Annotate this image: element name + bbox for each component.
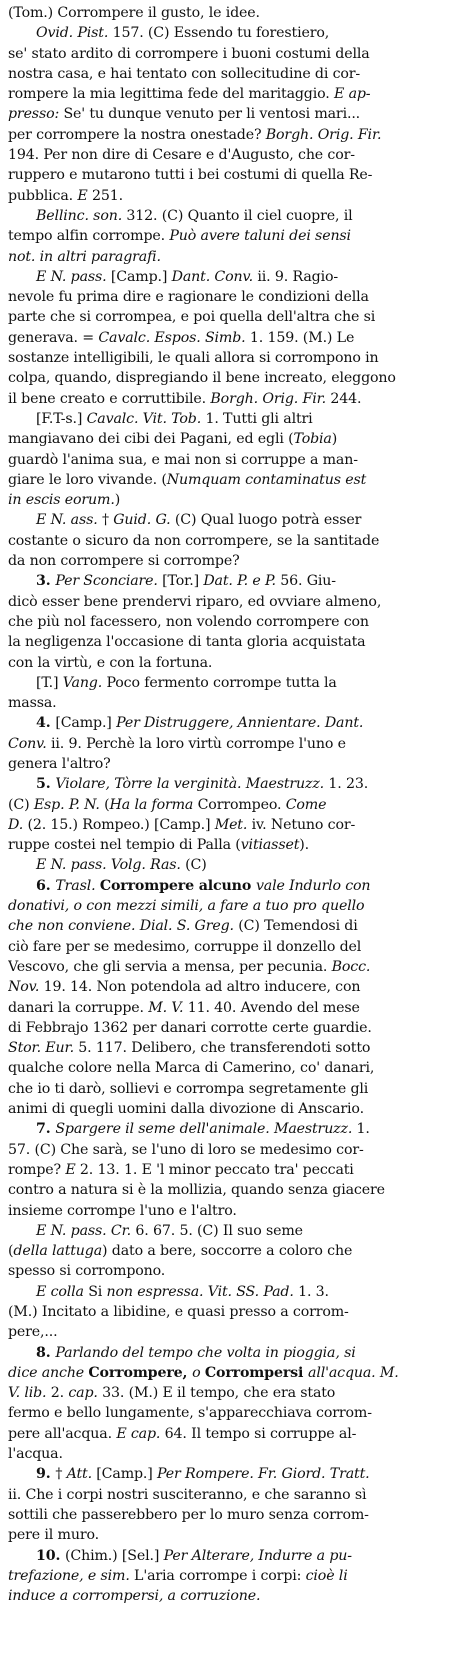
text-run: Nov. xyxy=(8,979,44,996)
text-line xyxy=(8,551,463,571)
text-line xyxy=(8,1403,463,1423)
text-run: da non corrompere si corrompe? xyxy=(8,553,240,570)
text-run: parte che si corrompea, e poi quella dell'altra che si xyxy=(8,309,376,326)
text-run: E cap. xyxy=(116,1425,165,1442)
text-run: animi di quegli uomini dalla divozione di Anscario. xyxy=(8,1101,364,1118)
text-run: ( xyxy=(104,796,110,813)
text-run: D. xyxy=(8,816,28,833)
text-run: non espressa. Vit. SS. Pad. xyxy=(106,1283,299,1300)
text-run: per corrompere la nostra onestade? xyxy=(8,126,266,143)
text-line xyxy=(8,1180,463,1200)
text-run: [Camp.] xyxy=(55,715,117,732)
text-line xyxy=(8,186,463,206)
text-run: (C) xyxy=(8,796,34,813)
text-run: (C) Temendosi di xyxy=(238,918,358,935)
text-run: Bocc. xyxy=(331,958,371,975)
text-line xyxy=(8,835,463,855)
text-run: che più nol facessero, non volendo corrompere con xyxy=(8,613,369,630)
text-run: di Febbrajo 1362 per danari corrotte certe guardie. xyxy=(8,1019,372,1036)
text-line xyxy=(8,1586,463,1606)
text-run: 33. (M.) E il tempo, che era stato xyxy=(102,1385,336,1402)
text-run: 57. (C) Che sarà, se l'uno di loro se medesimo cor- xyxy=(8,1141,364,1158)
text-run: pere il muro. xyxy=(8,1527,99,1544)
text-run: E xyxy=(77,187,92,204)
text-run: con la virtù, e con la fortuna. xyxy=(8,654,213,671)
text-run: Per Sconciare. xyxy=(55,573,163,590)
text-line xyxy=(8,937,463,957)
text-run: pubblica. xyxy=(8,187,78,204)
text-line xyxy=(8,1363,463,1383)
text-line xyxy=(8,307,463,327)
text-run: † xyxy=(55,1466,67,1483)
text-run: sottili che passerebbero per lo muro senza corrom- xyxy=(8,1506,369,1523)
text-run: che io ti darò, sollievi e corrompa segretamente gli xyxy=(8,1080,369,1097)
text-run: pere all'acqua. xyxy=(8,1425,117,1442)
text-run: [Camp.] xyxy=(110,268,172,285)
text-run: E ap- xyxy=(334,86,371,103)
text-line xyxy=(8,44,463,64)
text-line xyxy=(8,1099,463,1119)
text-line xyxy=(8,612,463,632)
text-line xyxy=(8,1343,463,1363)
text-line xyxy=(8,1322,463,1342)
text-run: not. in altri paragrafi. xyxy=(8,248,161,265)
text-run: 1. 3. xyxy=(298,1283,329,1300)
text-run: Poco fermento corrompe tutta la xyxy=(106,674,337,691)
text-line xyxy=(8,165,463,185)
text-line xyxy=(8,896,463,916)
text-run: ( xyxy=(8,1243,14,1260)
text-line xyxy=(8,1444,463,1464)
text-run: costante o sicuro da non corrompere, se la santitade xyxy=(8,532,380,549)
text-run: Dant. Conv. xyxy=(171,268,258,285)
text-run: rompere la mia legittima fede del maritaggio. xyxy=(8,86,334,103)
text-run: il bene creato e corruttibile. xyxy=(8,390,211,407)
text-line xyxy=(8,1018,463,1038)
text-line xyxy=(8,470,463,490)
text-run: Per Rompere. Fr. Giord. Tratt. xyxy=(157,1466,370,1483)
text-run: 2. 13. 1. E 'l minor peccato tra' peccati xyxy=(79,1161,354,1178)
text-run: Numquam contaminatus est xyxy=(166,471,367,488)
text-run: dicò esser bene prendervi riparo, ed ovviare almeno, xyxy=(8,593,382,610)
text-line xyxy=(8,1525,463,1545)
text-run: 157. (C) Essendo tu forestiero, xyxy=(112,25,330,42)
text-run: L'aria corrompe i corpi: xyxy=(134,1567,306,1584)
text-line xyxy=(8,653,463,673)
text-run: mangiavano dei cibi dei Pagani, ed egli ( xyxy=(8,431,294,448)
text-run: 6. xyxy=(36,877,56,894)
text-run: (2. 15.) Rompeo.) [Camp.] xyxy=(27,816,215,833)
text-run: † xyxy=(101,512,114,529)
text-run: 6. 67. 5. (C) Il suo seme xyxy=(135,1222,303,1239)
text-run: ruppe costei nel tempio di Palla ( xyxy=(8,837,241,854)
text-line xyxy=(8,104,463,124)
text-run: Corrompersi xyxy=(204,1364,309,1381)
text-run: o xyxy=(192,1364,205,1381)
text-run: E colla xyxy=(36,1283,89,1300)
text-line xyxy=(8,1505,463,1525)
text-run: della lattuga xyxy=(13,1243,103,1260)
text-run: ii. 9. Perchè la loro virtù corrompe l'uno e xyxy=(50,735,346,752)
text-run: Spargere il seme dell'animale. Maestruzz. xyxy=(55,1121,357,1138)
text-run: 2. xyxy=(50,1385,69,1402)
text-run: dice anche xyxy=(8,1364,89,1381)
text-line xyxy=(8,1546,463,1566)
text-run: Corrompeo. xyxy=(197,796,286,813)
text-run: (Chim.) [Sel.] xyxy=(65,1547,164,1564)
text-run: [F.T-s.] xyxy=(36,410,87,427)
text-run: cioè li xyxy=(305,1567,348,1584)
text-line xyxy=(8,673,463,693)
text-run: Ovid. Pist. xyxy=(36,25,113,42)
text-line xyxy=(8,1201,463,1221)
text-run: Conv. xyxy=(8,735,51,752)
text-run: ii. 9. Ragio- xyxy=(257,268,339,285)
text-line xyxy=(8,267,463,287)
text-line xyxy=(8,1241,463,1261)
text-line xyxy=(8,510,463,530)
text-run: spesso si corrompono. xyxy=(8,1263,166,1280)
text-run: Per Distruggere, Annientare. Dant. xyxy=(116,715,364,732)
text-run: massa. xyxy=(8,695,57,712)
text-run: vale Indurlo con xyxy=(255,877,371,894)
text-run: 8. xyxy=(36,1344,56,1361)
text-run: Cavalc. Espos. Simb. xyxy=(98,329,250,346)
text-line xyxy=(8,977,463,997)
text-line xyxy=(8,429,463,449)
text-run: tempo alfin corrompe. xyxy=(8,228,170,245)
text-run: induce a corrompersi, a corruzione. xyxy=(8,1588,261,1605)
text-run: (C) Qual luogo potrà esser xyxy=(174,512,362,529)
text-run: Esp. P. N. xyxy=(33,796,105,813)
text-line xyxy=(8,206,463,226)
text-run: Bellinc. son. xyxy=(36,207,127,224)
text-run: 9. xyxy=(36,1466,56,1483)
text-run: Trasl. xyxy=(55,877,100,894)
text-run: pere,... xyxy=(8,1324,58,1341)
text-line xyxy=(8,389,463,409)
text-line xyxy=(8,815,463,835)
text-run: Cavalc. Vit. Tob. xyxy=(86,410,206,427)
text-run: Si xyxy=(88,1283,107,1300)
text-run: nevole fu prima dire e ragionare le condizioni della xyxy=(8,289,369,306)
text-line xyxy=(8,84,463,104)
text-run: sostanze intelligibili, le quali allora si corrompono in xyxy=(8,350,379,367)
text-line xyxy=(8,125,463,145)
text-run: Parlando del tempo che volta in pioggia, si xyxy=(55,1344,356,1361)
text-run: Att. xyxy=(66,1466,97,1483)
text-run: guardò l'anima sua, e mai non si corruppe a man- xyxy=(8,451,358,468)
text-run: ruppero e mutarono tutti i bei costumi di quella Re- xyxy=(8,167,373,184)
text-run: 10. xyxy=(36,1547,66,1564)
text-run: (M.) Incitato a libidine, e quasi presso a corrom- xyxy=(8,1304,349,1320)
text-line xyxy=(8,693,463,713)
text-run: contro a natura si è la mollizia, quando senza giacere xyxy=(8,1182,385,1199)
text-run: Met. xyxy=(214,816,252,833)
text-line xyxy=(8,795,463,815)
text-run: donativi, o con mezzi simili, a fare a tuo pro quello xyxy=(8,898,365,915)
text-run: Se' tu dunque venuto per li ventosi mari... xyxy=(63,106,361,123)
text-run: Può avere taluni dei sensi xyxy=(169,228,351,245)
text-run: (C) xyxy=(185,857,207,874)
text-run: presso: xyxy=(8,106,64,123)
text-run: all'acqua. M. xyxy=(308,1364,399,1381)
text-line xyxy=(8,876,463,896)
text-line xyxy=(8,754,463,774)
text-run: 1. 159. (M.) Le xyxy=(249,329,355,346)
text-line xyxy=(8,998,463,1018)
text-run: 64. Il tempo si corruppe al- xyxy=(164,1425,357,1442)
text-line xyxy=(8,247,463,267)
text-line xyxy=(8,1079,463,1099)
text-run: Tobia xyxy=(293,431,332,448)
text-line xyxy=(8,328,463,348)
text-run: 1. 23. xyxy=(328,776,369,793)
text-line xyxy=(8,713,463,733)
text-run: (Tom.) Corrompere il gusto, le idee. xyxy=(8,5,260,21)
text-line xyxy=(8,632,463,652)
text-run: generava. = xyxy=(8,329,99,346)
text-run: 1. Tutti gli altri xyxy=(205,410,313,427)
text-run: genera l'altro? xyxy=(8,755,111,772)
text-run: Per Alterare, Indurre a pu- xyxy=(163,1547,352,1564)
text-run: E xyxy=(65,1161,80,1178)
text-run: l'acqua. xyxy=(8,1446,63,1463)
text-line xyxy=(8,490,463,510)
text-line xyxy=(8,855,463,875)
text-run: 56. Giu- xyxy=(280,573,336,590)
text-run: ) xyxy=(331,431,338,448)
text-run: 7. xyxy=(36,1121,56,1138)
text-line xyxy=(8,145,463,165)
text-run: 11. 40. Avendo del mese xyxy=(187,999,360,1016)
text-run: cap. xyxy=(68,1385,103,1402)
text-run: in escis eorum. xyxy=(8,492,115,509)
text-run: trefazione, e sim. xyxy=(8,1567,135,1584)
text-line xyxy=(8,531,463,551)
text-run: vitiasset xyxy=(240,837,300,854)
text-run: M. V. xyxy=(148,999,188,1016)
text-run: Borgh. Orig. Fir. xyxy=(210,390,331,407)
text-run: ). xyxy=(299,837,309,854)
text-run: rompe? xyxy=(8,1161,66,1178)
text-line xyxy=(8,774,463,794)
text-line xyxy=(8,64,463,84)
text-run: Vescovo, che gli servia a mensa, per pecunia. xyxy=(8,958,332,975)
text-run: 244. xyxy=(330,390,362,407)
text-run: Borgh. Orig. Fir. xyxy=(265,126,382,143)
text-line xyxy=(8,450,463,470)
text-run: nostra casa, e hai tentato con sollecitudine di cor- xyxy=(8,65,361,82)
text-line xyxy=(8,916,463,936)
text-line xyxy=(8,1464,463,1484)
text-line xyxy=(8,1424,463,1444)
text-line xyxy=(8,409,463,429)
text-run: Stor. Eur. xyxy=(8,1040,79,1057)
text-run: E N. pass. xyxy=(36,268,111,285)
text-run: insieme corrompe l'uno e l'altro. xyxy=(8,1202,237,1219)
text-line xyxy=(8,1221,463,1241)
text-line xyxy=(8,1282,463,1302)
text-line xyxy=(8,23,463,43)
text-run: ciò fare per se medesimo, corruppe il donzello del xyxy=(8,938,362,955)
text-run: 1. xyxy=(356,1121,370,1138)
text-line xyxy=(8,226,463,246)
text-run: 5. xyxy=(36,776,56,793)
text-run: Corrompere alcuno xyxy=(99,877,256,894)
text-line xyxy=(8,1566,463,1586)
text-run: [T.] xyxy=(36,674,63,691)
text-run: Guid. G. xyxy=(113,512,175,529)
text-run: 19. 14. Non potendola ad altro inducere, con xyxy=(43,979,361,996)
text-run: ii. Che i corpi nostri susciteranno, e che saranno sì xyxy=(8,1486,367,1503)
text-run: 194. Per non dire di Cesare e d'Augusto, che cor- xyxy=(8,147,355,164)
text-run: qualche colore nella Marca di Camerino, co' danari, xyxy=(8,1060,375,1077)
text-line xyxy=(8,1302,463,1322)
text-run: E N. pass. Volg. Ras. xyxy=(36,857,186,874)
text-line xyxy=(8,1383,463,1403)
text-line xyxy=(8,3,463,23)
text-run: la negligenza l'occasione di tanta gloria acquistata xyxy=(8,634,366,651)
text-run: ) xyxy=(114,492,121,509)
text-run: fermo e bello lungamente, s'apparecchiava corrom- xyxy=(8,1405,372,1422)
text-line xyxy=(8,1058,463,1078)
text-run: se' stato ardito di corrompere i buoni costumi della xyxy=(8,45,370,62)
text-run: Corrompere, xyxy=(88,1364,193,1381)
text-run: danari la corruppe. xyxy=(8,999,149,1016)
text-run: Dat. P. e P. xyxy=(203,573,281,590)
text-run: 4. xyxy=(36,715,56,732)
text-run: Come xyxy=(285,796,327,813)
text-line xyxy=(8,734,463,754)
text-line xyxy=(8,957,463,977)
text-run: che non conviene. Dial. S. Greg. xyxy=(8,918,239,935)
text-run: V. lib. xyxy=(8,1385,51,1402)
text-run: 3. xyxy=(36,573,56,590)
text-line xyxy=(8,348,463,368)
text-run: Ha la forma xyxy=(109,796,198,813)
text-run: E N. pass. Cr. xyxy=(36,1222,136,1239)
text-run: 312. (C) Quanto il ciel cuopre, il xyxy=(126,207,353,224)
text-run: 5. 117. Delibero, che transferendoti sotto xyxy=(78,1040,371,1057)
text-line xyxy=(8,368,463,388)
text-run: Violare, Tòrre la verginità. Maestruzz. xyxy=(55,776,329,793)
text-line xyxy=(8,1160,463,1180)
text-line xyxy=(8,1038,463,1058)
text-line xyxy=(8,592,463,612)
text-run: E N. ass. xyxy=(36,512,102,529)
text-run: iv. Netuno cor- xyxy=(251,816,356,833)
text-run: giare le loro vivande. ( xyxy=(8,471,167,488)
text-line xyxy=(8,287,463,307)
text-run: [Tor.] xyxy=(162,573,204,590)
text-line xyxy=(8,571,463,591)
text-line xyxy=(8,1261,463,1281)
text-run: colpa, quando, dispregiando il bene increato, eleggono xyxy=(8,370,396,387)
text-line xyxy=(8,1119,463,1139)
text-line xyxy=(8,1485,463,1505)
text-line xyxy=(8,1140,463,1160)
text-run: Vang. xyxy=(62,674,107,691)
text-run: 251. xyxy=(91,187,123,204)
text-run: [Camp.] xyxy=(96,1466,158,1483)
text-run: ) dato a bere, soccorre a coloro che xyxy=(102,1243,353,1260)
